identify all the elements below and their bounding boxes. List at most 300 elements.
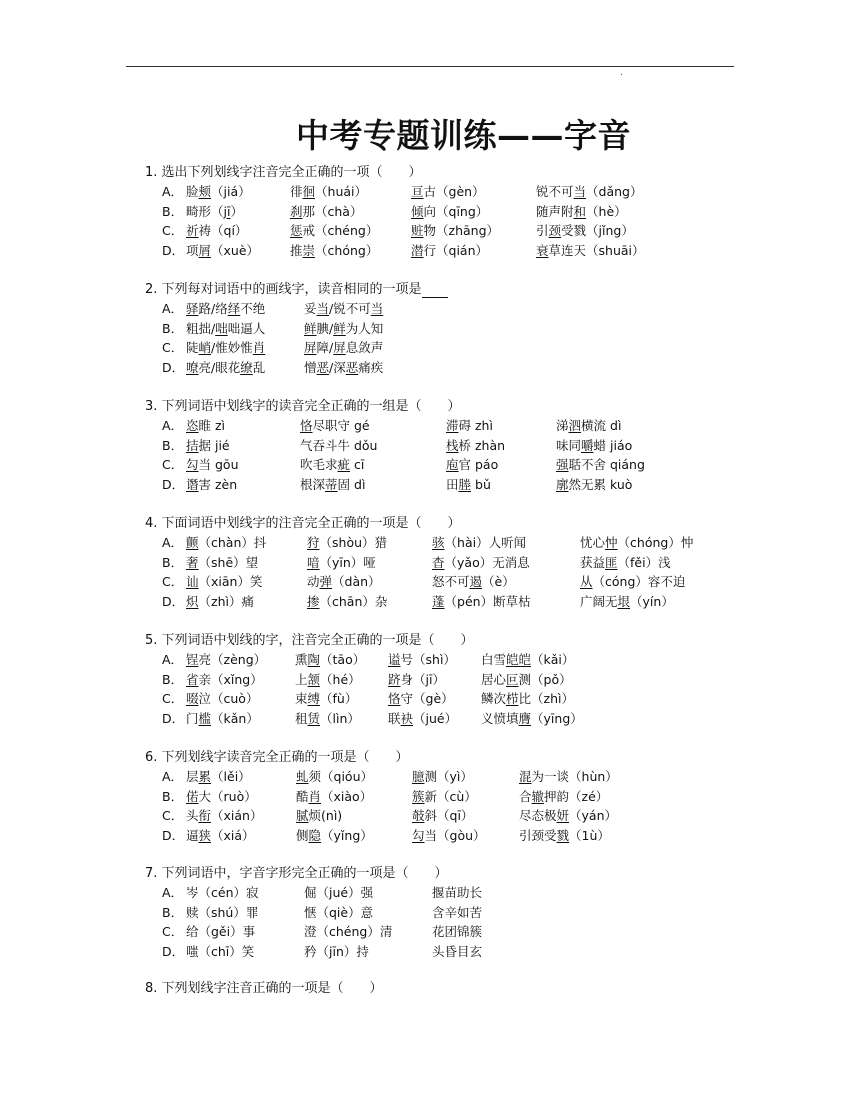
underlined-char: 掺 [307,593,320,609]
option-word [556,416,621,434]
underlined-char: 戮 [556,827,570,843]
word-text: 亲（xǐng） [198,671,263,687]
word-text: 固 dì [337,476,366,492]
option-row [162,787,762,805]
option-word [580,553,671,571]
option-label: D． [162,242,185,258]
option-word [186,903,258,921]
option-word [432,903,482,921]
word-text: （chàn）抖 [198,535,267,550]
word-text: （shē）望 [198,554,259,570]
underlined-char: 泗 [568,418,582,433]
word-text: 祷（qí） [198,223,248,238]
underlined-char: 虬 [296,769,309,784]
underlined-char: 谮 [186,476,199,492]
option-row [162,806,762,824]
underlined-char: 狩 [307,535,320,550]
word-text: （fěi）浅 [617,554,671,570]
word-text: 路/络 [198,301,228,316]
word-text: 当 gōu [198,457,239,472]
word-text: 根深 [300,476,326,492]
option-word [536,182,642,200]
underlined-char: 恶 [345,359,359,375]
word-text: 亮（zèng） [198,652,267,667]
word-text: （chóng）忡 [617,535,694,550]
option-word [411,241,488,259]
option-word [556,455,645,473]
option-word [307,572,381,590]
option-row [162,416,762,434]
underlined-char: 垠 [617,593,631,609]
option-word [186,922,255,940]
question-stem [145,161,422,180]
page-title: 中考专题训练——字音 [296,116,631,155]
underlined-char: 当 [370,301,384,316]
word-text: 烦(nì) [308,808,343,823]
option-word [519,767,618,785]
option-word [290,182,367,200]
word-text: 为一谈（hùn） [531,769,618,784]
word-text: 蜡 jiáo [593,437,633,453]
underlined-char: 塍 [458,476,472,492]
word-text: 熏 [295,652,308,667]
underlined-char: 遏 [469,574,483,589]
option-word [186,572,262,590]
underlined-char: 陶 [307,652,321,667]
word-text: 横流 dì [581,418,622,433]
underlined-char: 勾 [186,457,199,472]
word-text: （yǎo）无消息 [444,554,530,570]
word-text: （dǎng） [586,184,643,199]
option-word [519,806,617,824]
word-text: 脸 [186,184,199,199]
option-word [186,670,263,688]
option-word [481,689,574,707]
option-row [162,553,762,571]
option-word [519,787,608,805]
word-text: （cóng）容不迫 [592,574,686,589]
word-text: 大（ruò） [198,788,257,804]
word-text: bǔ [471,476,491,492]
underlined-char: 潜 [411,242,424,258]
word-text: 层 [186,769,199,784]
underlined-char: 和 [573,203,587,219]
option-label: C． [162,691,184,706]
option-word [580,572,685,590]
option-word [186,358,265,376]
word-text: 逼 [186,827,199,843]
word-text: 守（gè） [400,691,454,706]
option-word [446,416,493,434]
option-label: C． [162,924,184,939]
question-number: 1. [145,165,162,180]
option-word [432,883,482,901]
word-text: cī [350,457,365,472]
underlined-char: 颤 [186,535,199,550]
underlined-char: 攲 [412,808,425,823]
underlined-char: jī [223,203,231,219]
option-word [186,533,266,551]
word-text: 酷 [296,788,309,804]
question-text: 下列划线字注音正确的一项是（ ） [161,981,383,996]
option-label: A． [162,301,184,316]
word-text: （hè） [586,203,627,219]
word-text: 项 [186,242,199,258]
underlined-char: 赃 [411,223,424,238]
option-word [432,922,482,940]
option-word [411,182,485,200]
underlined-char: 倾 [411,203,424,219]
word-text: 徘 [290,184,303,199]
word-text: 忧心 [580,535,606,550]
word-text: 当（gòu） [424,827,486,843]
word-text: 痛疾 [358,359,384,375]
option-row [162,533,762,551]
option-word [432,942,482,960]
underlined-char: 强 [556,457,569,472]
option-label: C． [162,340,184,355]
option-label: B． [162,320,184,336]
word-text: （shòu）猎 [319,535,388,550]
option-label: D． [162,476,185,492]
word-text: 咄逼人 [227,320,266,336]
word-text: 斜（qī） [424,808,474,823]
word-text: /锐不可 [329,301,371,316]
question-stem [145,629,474,648]
underlined-char: 叵 [506,671,519,687]
question-stem [145,746,409,765]
option-word [446,436,505,454]
word-text: 白雪 [481,652,507,667]
option-word [412,826,486,844]
word-text: 岑（cén）寂 [186,885,259,900]
word-text: 矜（jīn）持 [304,943,369,959]
underlined-char: 祈 [186,223,199,238]
underlined-char: 骇 [432,535,445,550]
underlined-char: 妍 [556,808,570,823]
underlined-char: 当 [573,184,587,199]
option-row [162,592,762,610]
option-word [446,455,498,473]
word-text: 花团锦簇 [432,924,483,939]
option-word [412,806,473,824]
option-word [186,767,251,785]
question-stem [145,862,448,881]
word-text: 行（qián） [423,242,489,258]
underlined-char: 绎 [227,301,241,316]
option-label: D． [162,943,185,959]
question-stem [145,395,461,414]
option-row [162,241,762,259]
word-text: （chóng） [315,242,379,258]
option-word [411,221,499,239]
option-word [304,942,369,960]
option-label: D． [162,710,185,726]
option-label: D． [162,827,185,843]
word-text: 向（qīng） [423,203,489,219]
option-row [162,475,762,493]
word-text: ） [230,203,243,219]
option-word [432,592,531,610]
underlined-char: 蓬 [432,593,445,609]
question-number: 4. [145,516,162,531]
underlined-char: 恣 [186,418,199,433]
top-rule [126,66,734,67]
word-text: 腆/ [316,320,334,336]
option-word [186,709,259,727]
word-text: （huái） [315,184,368,199]
word-text: 押韵（zé） [544,788,609,804]
word-text: （pén）断草枯 [444,593,531,609]
option-word [519,826,610,844]
word-text: （xián） [211,808,263,823]
word-text: 居心 [481,671,507,687]
underlined-char: 跻 [388,671,401,687]
underlined-char: 弹 [319,574,333,589]
word-text: 物（zhāng） [423,223,500,238]
option-label: D． [162,359,185,375]
underlined-char: 亘 [411,184,424,199]
word-text: 妥 [304,301,317,316]
option-label: A． [162,418,184,433]
option-word [296,787,372,805]
option-label: C． [162,223,184,238]
option-word [388,670,445,688]
option-word [186,650,266,668]
option-word [304,358,383,376]
underlined-char: 累 [198,769,212,784]
word-text: 嗤（chī）笑 [186,943,255,959]
word-text: 桥 zhàn [458,437,506,453]
option-word [295,709,360,727]
option-word [388,650,456,668]
question-text: 选出下列划线字注音完全正确的一项（ ） [161,165,422,180]
word-text: 引 [536,223,549,238]
word-text: 田 [446,476,459,492]
underlined-char: 衰 [536,242,549,258]
word-text: （xuè） [211,242,260,258]
underlined-char: 混 [519,769,532,784]
underlined-char: 缭 [240,359,253,375]
underlined-char: 疵 [337,457,351,472]
word-text: 随声附 [536,203,574,219]
option-label: A． [162,184,184,199]
word-text: 侧 [296,827,309,843]
underlined-char: 肖 [252,340,266,355]
underlined-char: 廓 [556,476,569,492]
word-text: 亮/眼花 [198,359,241,375]
option-word [186,455,239,473]
option-word [304,903,373,921]
option-label: B． [162,203,184,219]
word-text: 害 zèn [198,476,238,492]
option-word [481,650,574,668]
option-word [186,182,251,200]
underlined-char: 勾 [412,827,425,843]
option-word [432,533,526,551]
option-word [307,553,376,571]
word-text: 睢 zì [198,418,226,433]
word-text: 倔（jué）强 [304,885,374,900]
underlined-char: 嚼 [581,437,594,453]
underlined-char: 省 [186,671,199,687]
word-text: 然无累 kuò [568,476,633,492]
word-text: 吹毛求 [300,457,338,472]
word-text: （kǎi） [531,652,575,667]
question-text: 下列词语中，字音字形完全正确的一项是（ ） [161,866,448,881]
option-word [186,689,258,707]
word-text: 揠苗助长 [432,885,483,900]
option-word [186,221,247,239]
word-text: （yín） [630,593,674,609]
underlined-char: 拮 [186,437,199,453]
word-text: （jiá） [211,184,251,199]
underlined-char: 恪 [388,691,401,706]
option-word [186,416,225,434]
word-text: 锐不可 [536,184,574,199]
option-word [186,436,230,454]
option-word [580,592,674,610]
option-word [412,787,477,805]
word-text: 头 [186,808,199,823]
option-label: C． [162,808,184,823]
word-text: （lěi） [211,769,251,784]
word-text: 戒（chéng） [302,223,379,238]
word-text: 尽态极 [519,808,557,823]
word-text: 测（yì） [424,769,473,784]
option-label: B． [162,437,184,453]
underlined-char: 讪 [186,574,199,589]
underlined-char: 崇 [302,242,316,258]
word-text: （jué） [413,710,458,726]
option-word [186,942,254,960]
word-text: 惬（qiè）意 [304,904,374,920]
option-word [556,475,632,493]
underlined-char: 簇 [412,788,425,804]
word-text: （hài）人听闻 [444,535,527,550]
underlined-char: 辙 [531,788,545,804]
option-row [162,358,762,376]
header-dot: . [620,68,623,78]
word-text: 含辛如苦 [432,904,483,920]
underlined-char: 腻 [296,808,309,823]
option-word [186,299,265,317]
option-row [162,572,762,590]
option-word [296,826,373,844]
option-word [412,767,473,785]
underlined-char: 肖 [308,788,322,804]
underlined-char: 隐 [308,827,322,843]
option-word [186,475,237,493]
option-row [162,942,762,960]
underlined-char: 炽 [186,593,199,609]
option-word [432,553,530,571]
question-number: 5. [145,633,162,648]
word-text: 澄（chéng）清 [304,924,393,939]
word-text: 上 [295,671,308,687]
option-row [162,650,762,668]
word-text: （chān）杂 [319,593,388,609]
word-text: 广阔无 [580,593,618,609]
question-text: 下列每对词语中的画线字，读音相同的一项是 [161,282,422,297]
option-row [162,709,762,727]
option-word [186,202,243,220]
word-text: 测（pǒ） [518,671,572,687]
word-text: 须（qióu） [308,769,373,784]
option-word [290,221,378,239]
option-word [186,883,259,901]
question-text: 下列词语中划线的字，注音完全正确的一项是（ ） [161,633,474,648]
question-number: 2. [145,282,162,297]
option-label: C． [162,457,184,472]
underlined-char: 从 [580,574,593,589]
word-text: （zhì）痛 [198,593,254,609]
word-text: （yǐng） [321,827,373,843]
option-word [300,416,370,434]
underlined-char: 颈 [548,223,562,238]
underlined-char: 惩 [290,223,303,238]
underlined-char: 恪 [300,418,313,433]
option-word [290,202,362,220]
underlined-char: 缚 [307,691,321,706]
word-text: /深 [329,359,346,375]
word-text: 赎（shú）罪 [186,904,259,920]
underlined-char: 杳 [432,554,445,570]
word-text: 怒不可 [432,574,470,589]
word-text: 气吞斗牛 dǒu [300,437,378,453]
option-word [481,709,583,727]
option-label: A． [162,652,184,667]
underlined-char: 赁 [307,710,321,726]
underlined-char: 匪 [605,554,618,570]
underlined-char: 刹 [290,203,303,219]
option-word [186,787,257,805]
option-row [162,689,762,707]
word-text: 义愤填 [481,710,519,726]
option-word [296,806,342,824]
option-word [536,241,645,259]
word-text: 泣（cuò） [198,691,259,706]
word-text: 畸形（ [186,203,224,219]
option-word [186,319,265,337]
word-text: 头昏目玄 [432,943,483,959]
underlined-char: 偌 [186,788,199,804]
underlined-char: 皑皑 [506,652,532,667]
option-row [162,826,762,844]
underlined-char: 膺 [518,710,532,726]
underlined-char: 驿 [186,301,199,316]
word-text: 束 [295,691,308,706]
word-text: （yīn）哑 [319,554,376,570]
option-word [432,572,515,590]
word-text: 那（chà） [302,203,363,219]
underlined-char: 屏 [304,340,317,355]
word-text: 比（zhì） [518,691,574,706]
word-text: （xiá） [211,827,255,843]
option-label: C． [162,574,184,589]
word-text: （yīng） [531,710,583,726]
option-row [162,455,762,473]
question-text: 下列划线字读音完全正确的一项是（ ） [161,750,409,765]
option-row [162,319,762,337]
word-text: 乱 [252,359,266,375]
word-text: 鳞次 [481,691,507,706]
question-number: 3. [145,399,162,414]
option-word [295,670,361,688]
underlined-char: 忡 [605,535,618,550]
underlined-char: 谥 [388,652,401,667]
word-text: 憎 [304,359,317,375]
